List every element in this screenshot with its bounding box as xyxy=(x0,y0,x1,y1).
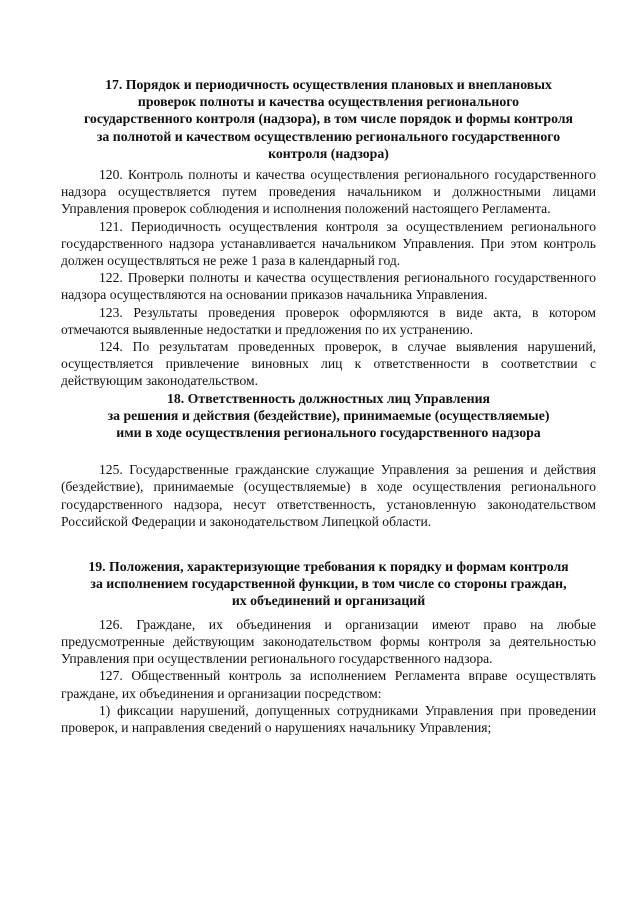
paragraph-125: 125. Государственные гражданские служащие Управления за решения и действия (бездействие), принимаемые (осуществляемые) в ходе осуществления регионального государственного надзора, несут ответственность, установленную законодательством Российской Федерации и законодательством Липецкой области. xyxy=(61,462,596,529)
document-body xyxy=(61,76,596,736)
heading-line: контроля (надзора) xyxy=(268,145,389,161)
heading-line: за исполнением государственной функции, в том числе со стороны граждан, xyxy=(90,576,567,592)
heading-line: 19. Положения, характеризующие требования к порядку и формам контроля xyxy=(88,559,569,575)
heading-line: ими в ходе осуществления регионального государственного надзора xyxy=(116,425,541,441)
paragraph-120: 120. Контроль полноты и качества осуществления регионального государственного надзора осуществляется путем проведения начальником и должностными лицами Управления проверок соблюдения и исполнения положений настоящего Регламента. xyxy=(61,167,596,217)
heading-line: их объединений и организаций xyxy=(231,593,426,609)
paragraph-126: 126. Граждане, их объединения и организации имеют право на любые предусмотренные действующим законодательством формы контроля за деятельностью Управления при осуществлении регионального государственного надзора. xyxy=(61,616,596,667)
paragraph-122: 122. Проверки полноты и качества осуществления регионального государственного надзора осуществляются на основании приказов начальника Управления. xyxy=(61,270,596,303)
heading-line: государственного контроля (надзора), в том числе порядок и формы контроля xyxy=(84,111,573,127)
paragraph-123: 123. Результаты проведения проверок оформляются в виде акта, в котором отмечаются выявленные недостатки и предложения по их устранению. xyxy=(61,304,596,337)
heading-line: 17. Порядок и периодичность осуществления плановых и внеплановых xyxy=(105,77,552,92)
paragraph-127: 127. Общественный контроль за исполнением Регламента вправе осуществлять граждане, их объединения и организации посредством: xyxy=(61,668,596,701)
heading-line: за решения и действия (бездействие), принимаемые (осуществляемые) xyxy=(107,407,550,423)
heading-line: за полнотой и качеством осуществлению регионального государственного xyxy=(96,128,561,144)
section-18-heading xyxy=(61,390,596,442)
paragraph-124: 124. По результатам проведенных проверок, в случае выявления нарушений, осуществляется привлечение виновных лиц к ответственности в соответствии с действующим законодательством. xyxy=(61,339,596,389)
heading-line: проверок полноты и качества осуществления регионального xyxy=(137,94,520,110)
section-19-heading xyxy=(61,558,596,610)
paragraph-121: 121. Периодичность осуществления контроля за осуществлением регионального государственного надзора устанавливается начальником Управления. При этом контроль должен осуществляться не реже 1 раза в календарный год. xyxy=(61,218,596,269)
heading-line: 18. Ответственность должностных лиц Управления xyxy=(166,390,490,406)
paragraph-127-item-1: 1) фиксации нарушений, допущенных сотрудниками Управления при проведении проверок, и направления сведений о нарушениях начальнику Управления; xyxy=(61,702,596,735)
section-17-heading xyxy=(61,76,596,162)
